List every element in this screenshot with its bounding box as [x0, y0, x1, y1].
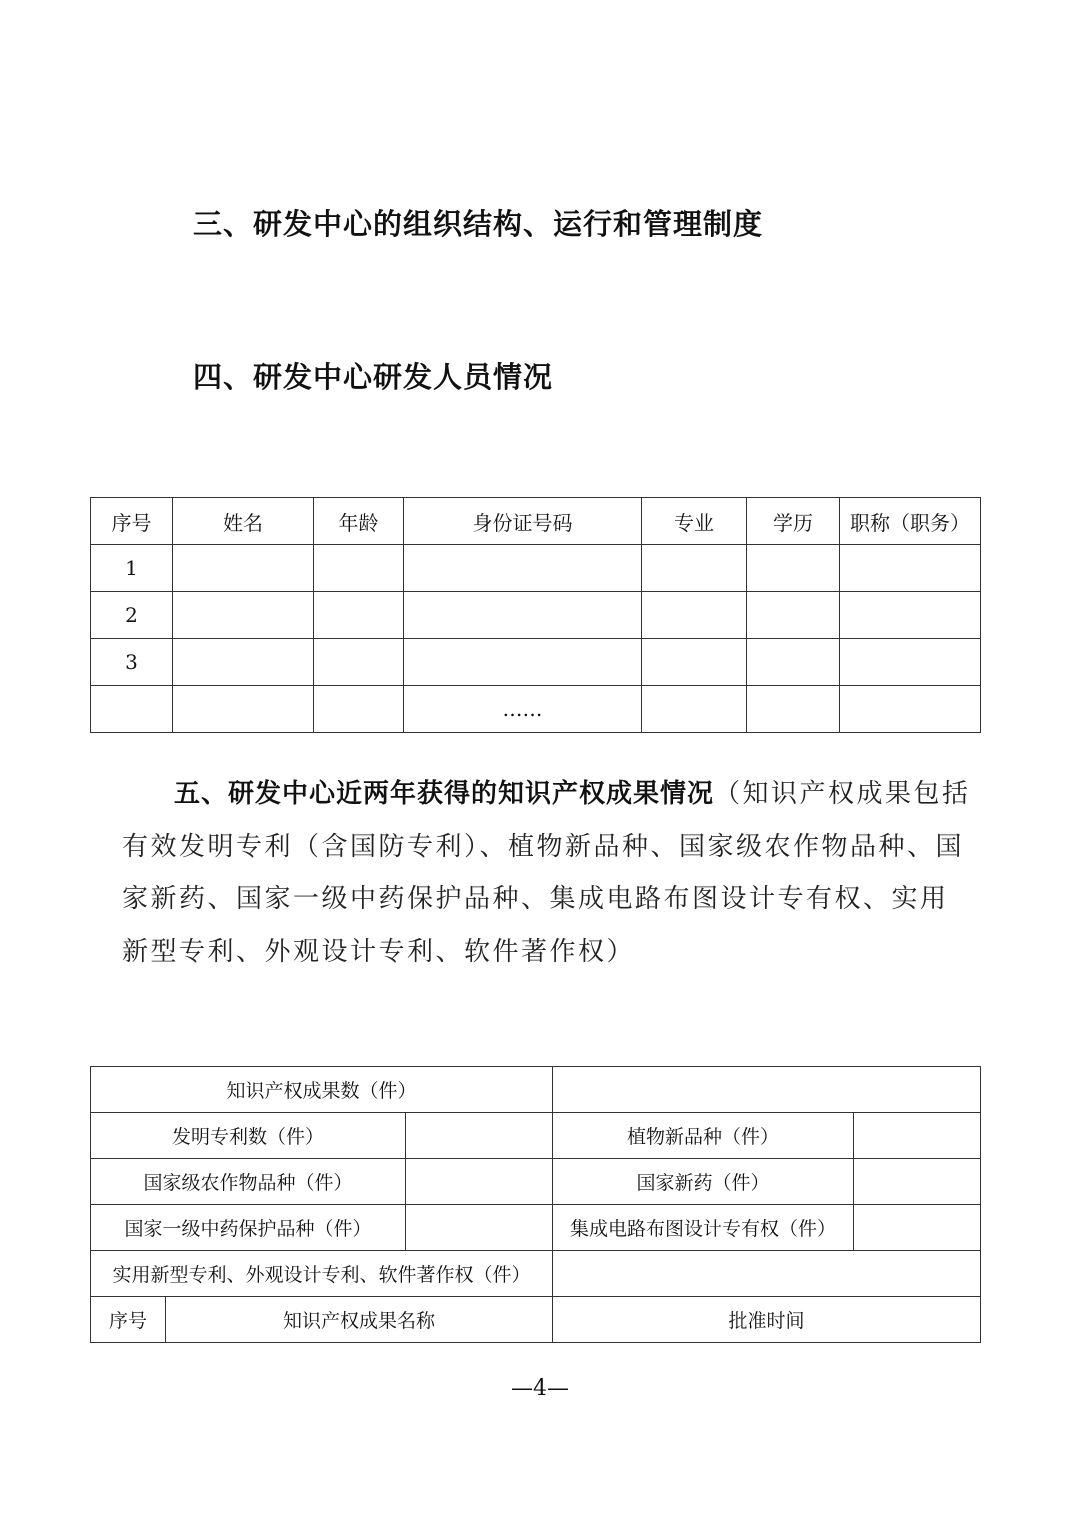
table-row: [91, 639, 981, 686]
cell-id-number[interactable]: [404, 545, 642, 592]
header-seq: 序号: [91, 1297, 166, 1343]
cell-seq: [91, 686, 173, 733]
cell-id-number[interactable]: [404, 639, 642, 686]
crop-variety-value[interactable]: [406, 1159, 553, 1205]
header-age: 年龄: [314, 498, 404, 545]
table-row: [91, 545, 981, 592]
section-five-heading: 五、研发中心近两年获得的知识产权成果情况: [174, 779, 715, 809]
header-name: 姓名: [173, 498, 314, 545]
header-id-number: 身份证号码: [404, 498, 642, 545]
cell-title[interactable]: [840, 639, 981, 686]
ic-layout-value[interactable]: [854, 1205, 981, 1251]
utility-design-software-value[interactable]: [553, 1251, 981, 1297]
cell-major[interactable]: [642, 592, 747, 639]
cell-age[interactable]: [314, 686, 404, 733]
table-row: [91, 1067, 981, 1113]
cell-education[interactable]: [747, 545, 840, 592]
new-drug-value[interactable]: [854, 1159, 981, 1205]
cell-title[interactable]: [840, 592, 981, 639]
cell-name[interactable]: [173, 639, 314, 686]
header-major: 专业: [642, 498, 747, 545]
cell-name[interactable]: [173, 592, 314, 639]
ic-layout-label: 集成电路布图设计专有权（件）: [553, 1205, 854, 1251]
cell-age[interactable]: [314, 545, 404, 592]
utility-design-software-label: 实用新型专利、外观设计专利、软件著作权（件）: [91, 1251, 553, 1297]
cell-age[interactable]: [314, 639, 404, 686]
cell-education[interactable]: [747, 639, 840, 686]
header-ip-name: 知识产权成果名称: [166, 1297, 553, 1343]
cell-age[interactable]: [314, 592, 404, 639]
ip-results-table: [90, 1066, 981, 1343]
staff-table: [90, 497, 981, 733]
cell-seq: 1: [91, 545, 173, 592]
section-five-paragraph: [122, 768, 972, 978]
cell-major[interactable]: [642, 686, 747, 733]
table-row: [91, 686, 981, 733]
table-row: [91, 592, 981, 639]
table-row: [91, 1251, 981, 1297]
invention-patent-label: 发明专利数（件）: [91, 1113, 406, 1159]
header-education: 学历: [747, 498, 840, 545]
ip-list-header: [91, 1297, 981, 1343]
section-five-note: （知识产权成果包括有效发明专利（含国防专利）、植物新品种、国家级农作物品种、国家新药、国家一级中药保护品种、集成电路布图设计专有权、实用新型专利、外观设计专利、软件著作权）: [122, 779, 971, 967]
ip-total-value[interactable]: [553, 1067, 981, 1113]
header-approval-date: 批准时间: [553, 1297, 981, 1343]
header-seq: 序号: [91, 498, 173, 545]
cell-education[interactable]: [747, 686, 840, 733]
cell-major[interactable]: [642, 639, 747, 686]
section-four-heading: 四、研发中心研发人员情况: [193, 360, 554, 394]
cell-title[interactable]: [840, 686, 981, 733]
invention-patent-value[interactable]: [406, 1113, 553, 1159]
new-drug-label: 国家新药（件）: [553, 1159, 854, 1205]
crop-variety-label: 国家级农作物品种（件）: [91, 1159, 406, 1205]
table-row: [91, 1205, 981, 1251]
cell-seq: 2: [91, 592, 173, 639]
staff-table-header: [91, 498, 981, 545]
header-title: 职称（职务）: [840, 498, 981, 545]
table-row: [91, 1113, 981, 1159]
cell-education[interactable]: [747, 592, 840, 639]
plant-variety-value[interactable]: [854, 1113, 981, 1159]
cell-name[interactable]: [173, 545, 314, 592]
cell-ellipsis: ……: [404, 686, 642, 733]
tcm-protection-value[interactable]: [406, 1205, 553, 1251]
cell-name[interactable]: [173, 686, 314, 733]
plant-variety-label: 植物新品种（件）: [553, 1113, 854, 1159]
section-three-heading: 三、研发中心的组织结构、运行和管理制度: [193, 207, 764, 241]
tcm-protection-label: 国家一级中药保护品种（件）: [91, 1205, 406, 1251]
cell-id-number[interactable]: [404, 592, 642, 639]
cell-major[interactable]: [642, 545, 747, 592]
table-row: [91, 1159, 981, 1205]
cell-title[interactable]: [840, 545, 981, 592]
page-number: —4—: [511, 1376, 569, 1401]
ip-total-label: 知识产权成果数（件）: [91, 1067, 553, 1113]
cell-seq: 3: [91, 639, 173, 686]
